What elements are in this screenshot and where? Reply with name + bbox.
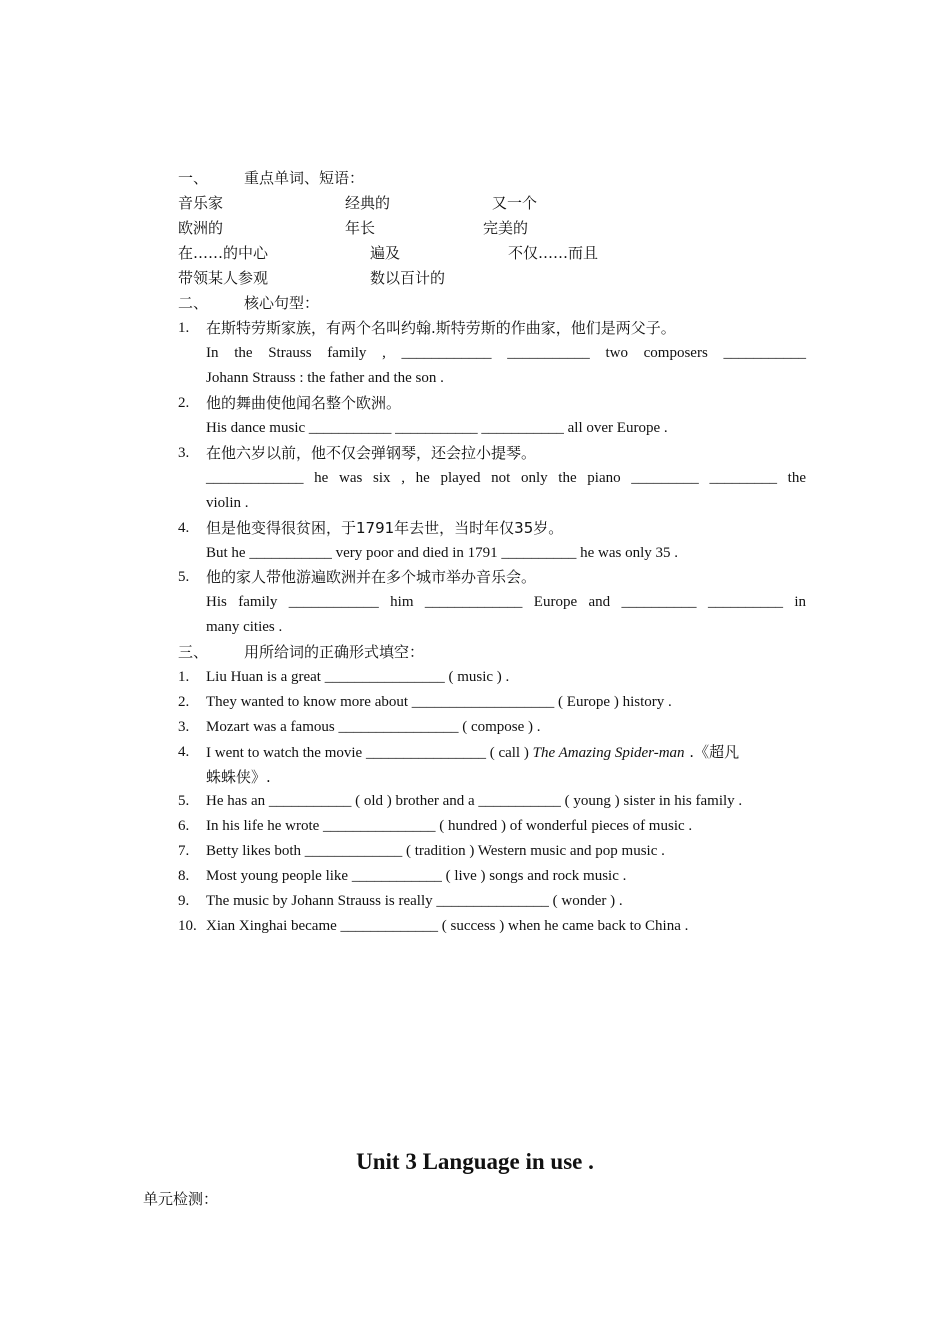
vocab-item: 年长 — [345, 219, 376, 237]
item-number: 7. — [178, 843, 190, 859]
sentence-chinese: 他的家人带他游遍欧洲并在多个城市举办音乐会。 — [206, 568, 537, 586]
fill-blank-sentence: The music by Johann Strauss is really _______________ ( wonder ) . — [206, 893, 623, 909]
item-number: 5. — [178, 569, 190, 585]
sentence-english: But he ___________ very poor and died in 1791 __________ he was only 35 . — [206, 545, 679, 561]
section2-marker: 二、 — [178, 294, 209, 312]
fill-blank-sentence: In his life he wrote _______________ ( hundred ) of wonderful pieces of music . — [206, 818, 693, 834]
fill-blank-sentence-cont: 蛛蛛侠》. — [206, 768, 271, 786]
sentence-english-cont: many cities . — [206, 619, 283, 635]
fill-blank-sentence: Most young people like ____________ ( live ) songs and rock music . — [206, 868, 627, 884]
fill-blank-sentence: Liu Huan is a great ________________ ( music ) . — [206, 669, 510, 685]
section3-marker: 三、 — [178, 643, 209, 661]
sentence-english-cont: violin . — [206, 495, 249, 511]
vocab-item: 又一个 — [492, 194, 538, 212]
item-number: 6. — [178, 818, 190, 834]
sentence-chinese: 在他六岁以前，他不仅会弹钢琴，还会拉小提琴。 — [206, 444, 537, 462]
sentence-english: His dance music ___________ ___________ ___________ all over Europe . — [206, 420, 668, 436]
fill-blank-sentence: He has an ___________ ( old ) brother and a ___________ ( young ) sister in his family . — [206, 793, 743, 809]
section1-marker: 一、 — [178, 169, 209, 187]
item-number: 9. — [178, 893, 190, 909]
sentence-chinese: 但是他变得很贫困，于1791年去世，当时年仅35岁。 — [206, 519, 564, 537]
sentence-english: _____________ he was six , he played not only the piano _________ _________ the — [206, 470, 806, 486]
vocab-item: 欧洲的 — [178, 219, 224, 237]
sentence-chinese: 他的舞曲使他闻名整个欧洲。 — [206, 394, 402, 412]
item-number: 3. — [178, 445, 190, 461]
movie-title: The Amazing Spider-man — [532, 745, 685, 761]
fill-blank-sentence: Mozart was a famous ________________ ( compose ) . — [206, 719, 541, 735]
sentence-english: In the Strauss family , ____________ ___________ two composers ___________ — [206, 345, 806, 361]
unit-title: Unit 3 Language in use . — [356, 1149, 594, 1174]
item-number: 3. — [178, 719, 190, 735]
vocab-item: 不仅……而且 — [508, 244, 599, 262]
vocab-item: 带领某人参观 — [178, 269, 269, 287]
section3-heading: 用所给词的正确形式填空： — [244, 643, 425, 661]
fill-blank-sentence: Xian Xinghai became _____________ ( success ) when he came back to China . — [206, 918, 689, 934]
item-number: 8. — [178, 868, 190, 884]
item-number: 2. — [178, 694, 190, 710]
vocab-item: 音乐家 — [178, 194, 224, 212]
section2-heading: 核心句型： — [244, 294, 320, 312]
sentence-text: I went to watch the movie ________________ ( call ) — [206, 745, 533, 761]
item-number: 1. — [178, 320, 190, 336]
sentence-chinese: 在斯特劳斯家族，有两个名叫约翰.斯特劳斯的作曲家，他们是两父子。 — [206, 319, 676, 337]
item-number: 4. — [178, 744, 190, 760]
fill-blank-sentence: They wanted to know more about ___________________ ( Europe ) history . — [206, 694, 672, 710]
section1-heading: 重点单词、短语： — [244, 169, 365, 187]
sentence-text-after: .《超凡 — [684, 743, 740, 761]
vocab-item: 数以百计的 — [370, 269, 446, 287]
fill-blank-sentence — [206, 742, 806, 763]
vocab-item: 遍及 — [370, 244, 401, 262]
fill-blank-sentence: Betty likes both _____________ ( tradition ) Western music and pop music . — [206, 843, 665, 859]
sentence-english: His family ____________ him _____________ Europe and __________ __________ in — [206, 594, 806, 610]
vocab-item: 完美的 — [483, 219, 529, 237]
item-number: 2. — [178, 395, 190, 411]
item-number: 4. — [178, 520, 190, 536]
item-number: 5. — [178, 793, 190, 809]
vocab-item: 在……的中心 — [178, 244, 269, 262]
item-number: 1. — [178, 669, 190, 685]
item-number: 10. — [178, 918, 197, 934]
sentence-english-cont: Johann Strauss : the father and the son . — [206, 370, 444, 386]
unit-test-label: 单元检测： — [143, 1190, 219, 1208]
vocab-item: 经典的 — [345, 194, 391, 212]
